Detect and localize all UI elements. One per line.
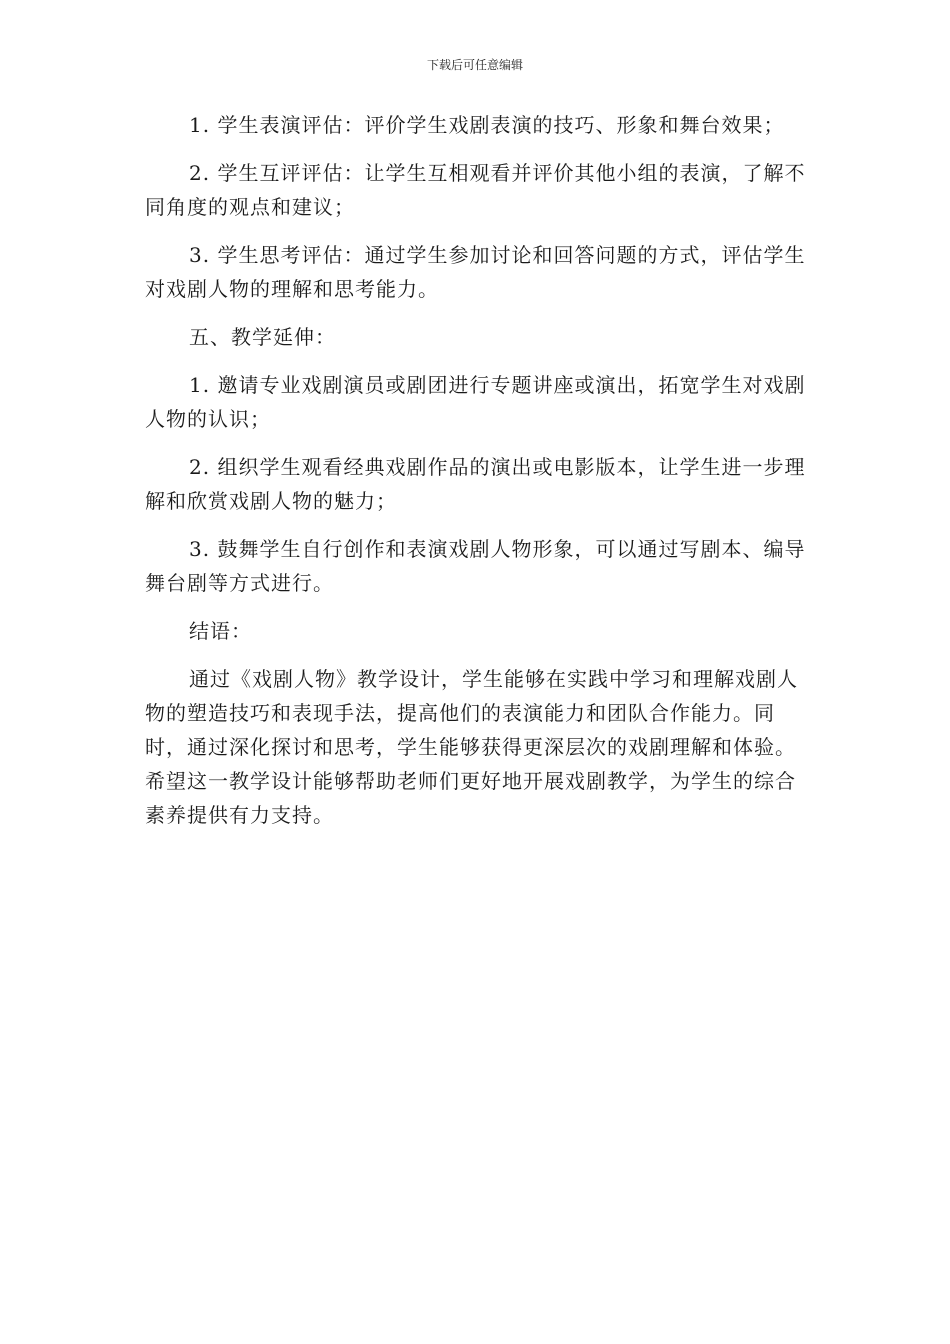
paragraph-student-performance-eval: 1. 学生表演评估：评价学生戏剧表演的技巧、形象和舞台效果； xyxy=(189,113,785,137)
paragraph-gap xyxy=(145,436,807,450)
paragraph-reflection-eval: 3. 学生思考评估：通过学生参加讨论和回答问题的方式，评估学生对戏剧人物的理解和思考能力。 xyxy=(145,243,806,301)
document-body xyxy=(145,108,807,832)
section-heading-extension: 五、教学延伸： xyxy=(189,325,336,349)
paragraph-gap xyxy=(145,518,807,532)
paragraph-conclusion: 通过《戏剧人物》教学设计，学生能够在实践中学习和理解戏剧人物的塑造技巧和表现手法，提高他们的表演能力和团队合作能力。同时，通过深化探讨和思考，学生能够获得更深层次的戏剧理解和体验。希望这一教学设计能够帮助老师们更好地开展戏剧教学，为学生的综合素养提供有力支持。 xyxy=(145,667,798,827)
paragraph-extension-watch: 2. 组织学生观看经典戏剧作品的演出或电影版本，让学生进一步理解和欣赏戏剧人物的魅力； xyxy=(145,455,806,513)
paragraph-gap xyxy=(145,354,807,368)
paragraph-gap xyxy=(145,306,807,320)
paragraph-extension-lecture: 1. 邀请专业戏剧演员或剧团进行专题讲座或演出，拓宽学生对戏剧人物的认识； xyxy=(145,373,806,431)
paragraph-gap xyxy=(145,224,807,238)
section-heading-conclusion: 结语： xyxy=(189,619,252,643)
paragraph-gap xyxy=(145,600,807,614)
paragraph-gap xyxy=(145,142,807,156)
paragraph-extension-create: 3. 鼓舞学生自行创作和表演戏剧人物形象，可以通过写剧本、编导舞台剧等方式进行。 xyxy=(145,537,806,595)
paragraph-gap xyxy=(145,648,807,662)
paragraph-peer-eval: 2. 学生互评评估：让学生互相观看并评价其他小组的表演，了解不同角度的观点和建议； xyxy=(145,161,806,219)
page-header: 下载后可任意编辑 xyxy=(426,58,523,72)
